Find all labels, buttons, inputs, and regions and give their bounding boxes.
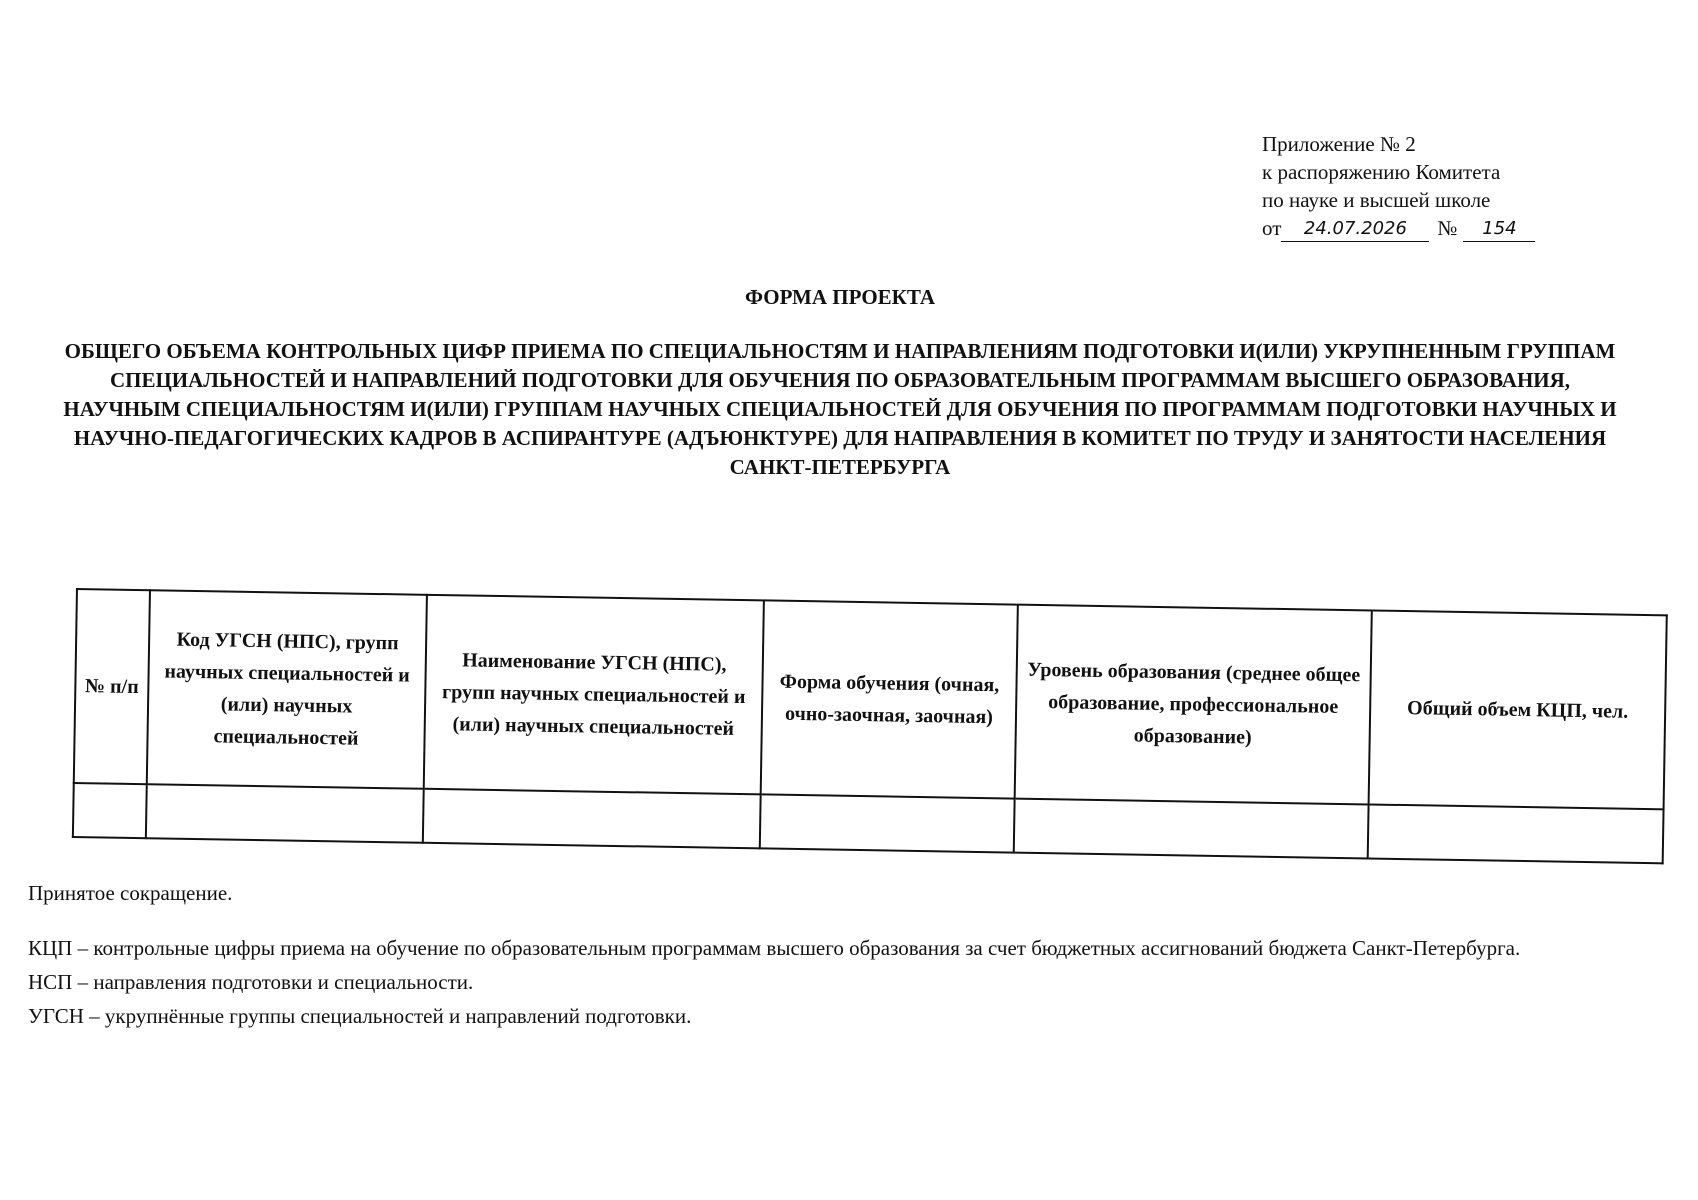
handwritten-number: 154	[1463, 217, 1535, 242]
handwritten-date: 24.07.2026	[1281, 217, 1429, 242]
appendix-order-reference: к распоряжению Комитета	[1262, 160, 1501, 184]
header-study-form: Форма обучения (очная, очно-заочная, заочная)	[761, 600, 1018, 798]
abbreviation-ugsn: УГСН – укрупнённые группы специальностей и направлений подготовки.	[28, 1004, 692, 1028]
table-cell	[73, 783, 147, 838]
title-block	[40, 283, 1640, 482]
table-header-row	[74, 589, 1667, 809]
table-cell	[1368, 804, 1664, 863]
quota-table	[72, 588, 1668, 864]
number-sign: №	[1437, 216, 1458, 240]
appendix-committee: по науке и высшей школе	[1262, 188, 1491, 212]
header-education-level: Уровень образования (среднее общее образование, профессиональное образование)	[1015, 605, 1372, 805]
notes-heading: Принятое сокращение.	[28, 881, 233, 905]
table-cell	[423, 789, 761, 849]
abbreviation-kcp: КЦП – контрольные цифры приема на обучение по образовательным программам высшего образования за счет бюджетных ассигнований бюджета Санкт-Петербурга.	[28, 936, 1521, 960]
form-title: ФОРМА ПРОЕКТА	[744, 285, 936, 309]
header-number: № п/п	[74, 589, 150, 784]
appendix-number: Приложение № 2	[1262, 132, 1416, 156]
header-total-quota: Общий объем КЦП, чел.	[1369, 610, 1667, 809]
header-code: Код УГСН (НПС), групп научных специальностей и (или) научных специальностей	[147, 590, 427, 789]
date-prefix: от	[1262, 216, 1282, 240]
table-cell	[1014, 799, 1369, 859]
table-cell	[146, 784, 424, 843]
document-main-title: ОБЩЕГО ОБЪЕМА КОНТРОЛЬНЫХ ЦИФР ПРИЕМА ПО СПЕЦИАЛЬНОСТЯМ И НАПРАВЛЕНИЯМ ПОДГОТОВКИ И(ИЛИ) УКРУПНЕННЫМ ГРУППАМ СПЕЦИАЛЬНОСТЕЙ И НАПРАВЛЕНИЙ ПОДГОТОВКИ ДЛЯ ОБУЧЕНИЯ ПО ОБРАЗОВАТЕЛЬНЫМ ПРОГРАММАМ ВЫСШЕГО ОБРАЗОВАНИЯ, НАУЧНЫМ СПЕЦИАЛЬНОСТЯМ И(ИЛИ) ГРУППАМ НАУЧНЫХ СПЕЦИАЛЬНОСТЕЙ ДЛЯ ОБУЧЕНИЯ ПО ПРОГРАММАМ ПОДГОТОВКИ НАУЧНЫХ И НАУЧНО-ПЕДАГОГИЧЕСКИХ КАДРОВ В АСПИРАНТУРЕ (АДЪЮНКТУРЕ) ДЛЯ НАПРАВЛЕНИЯ В КОМИТЕТ ПО ТРУДУ И ЗАНЯТОСТИ НАСЕЛЕНИЯ САНКТ-ПЕТЕРБУРГА	[63, 339, 1617, 479]
abbreviation-nsp: НСП – направления подготовки и специальности.	[28, 970, 474, 994]
table-cell	[760, 794, 1015, 852]
notes-block	[28, 878, 1668, 1035]
appendix-block	[1262, 130, 1562, 242]
appendix-date-line	[1262, 214, 1562, 242]
header-name: Наименование УГСН (НПС), групп научных специальностей и (или) научных специальностей	[424, 595, 764, 795]
